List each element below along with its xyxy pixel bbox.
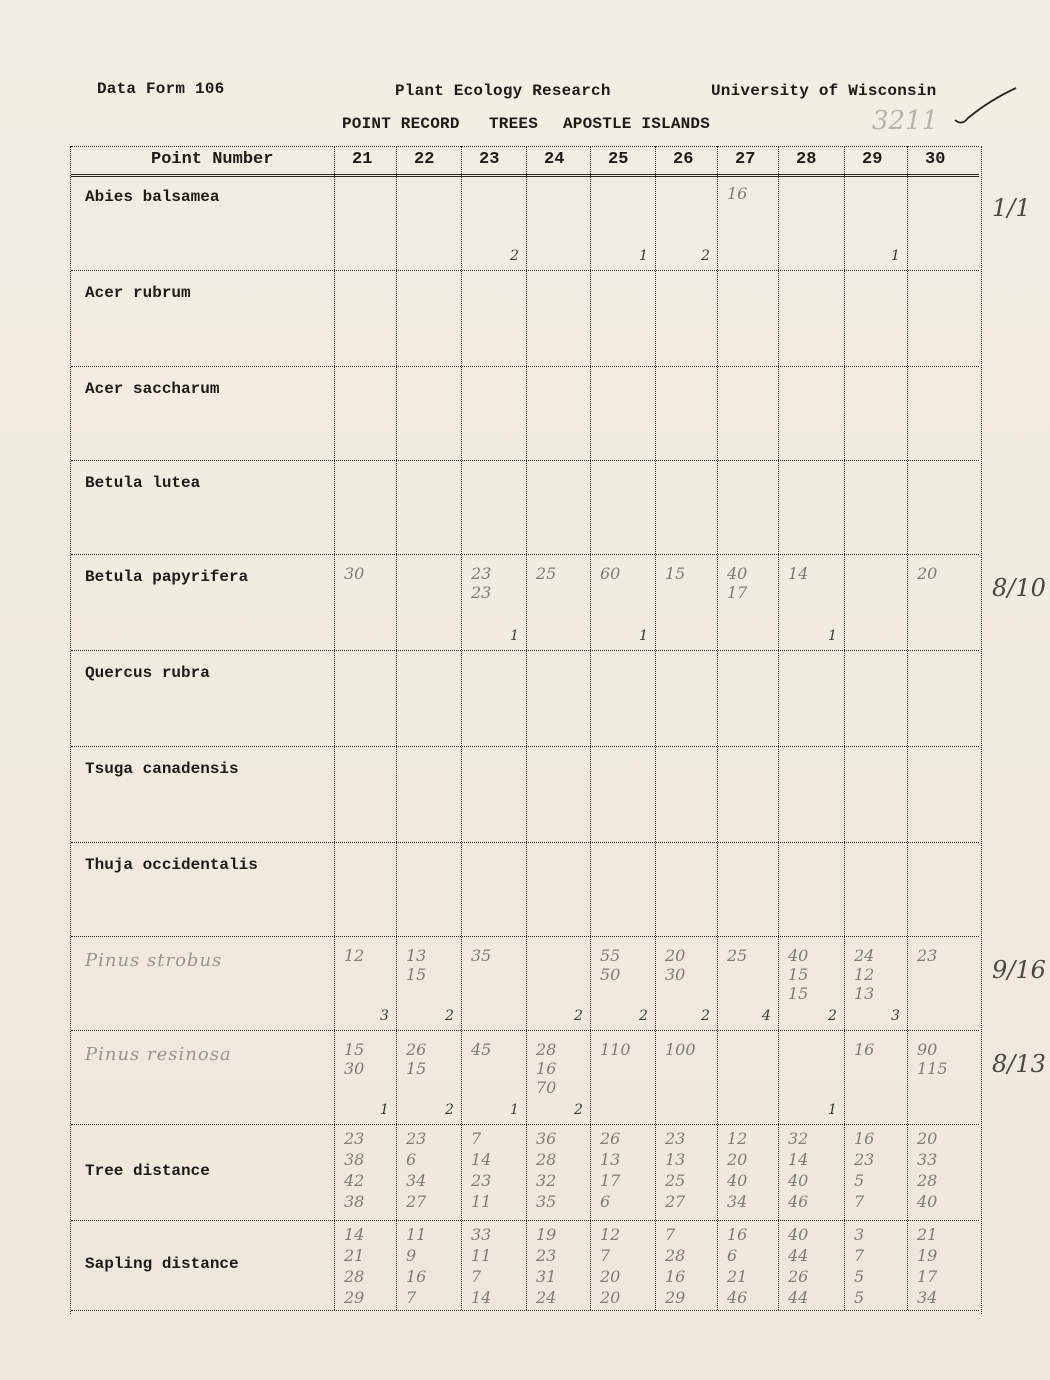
column-divider [717, 146, 718, 1310]
row-divider [71, 936, 979, 937]
column-divider [844, 146, 845, 1310]
tree-count: 3 [891, 1008, 900, 1024]
row-divider [71, 270, 979, 271]
cell-value: 40 44 26 44 [788, 1225, 809, 1307]
tree-count: 1 [891, 248, 900, 264]
cell-value: 55 50 [600, 946, 621, 984]
tree-count: 1 [510, 1102, 519, 1118]
cell-value: 110 [600, 1040, 631, 1059]
species-label: Betula papyrifera [85, 568, 249, 586]
row-tally: 8/10 [992, 574, 1046, 602]
row-divider [71, 174, 979, 177]
university: University of Wisconsin [711, 82, 937, 100]
cell-value: 25 [727, 946, 748, 965]
tree-count: 2 [445, 1102, 454, 1118]
row-divider [71, 1220, 979, 1221]
row-divider [71, 1124, 979, 1125]
species-label: Thuja occidentalis [85, 856, 258, 874]
cell-value: 45 [471, 1040, 492, 1059]
point-number-header: 28 [796, 150, 817, 169]
cell-value: 19 23 31 24 [536, 1225, 557, 1307]
record-title-a: POINT RECORD [342, 115, 460, 133]
column-divider [907, 146, 908, 1310]
cell-value: 14 21 28 29 [344, 1225, 365, 1307]
point-number-header: 24 [544, 150, 565, 169]
point-number-header: 30 [925, 150, 946, 169]
species-label: Tree distance [85, 1162, 210, 1180]
tree-count: 1 [639, 248, 648, 264]
cell-value: 26 15 [406, 1040, 427, 1078]
tree-count: 4 [762, 1008, 771, 1024]
cell-value: 28 16 70 [536, 1040, 557, 1097]
cell-value: 20 33 28 40 [917, 1129, 938, 1211]
species-label: Pinus resinosa [85, 1044, 232, 1065]
cell-value: 23 13 25 27 [665, 1129, 686, 1211]
column-divider [778, 146, 779, 1310]
cell-value: 23 38 42 38 [344, 1129, 365, 1211]
cell-value: 3 7 5 5 [854, 1225, 865, 1307]
cell-value: 26 13 17 6 [600, 1129, 621, 1211]
cell-value: 20 30 [665, 946, 686, 984]
point-number-label: Point Number [151, 150, 274, 169]
row-divider [71, 460, 979, 461]
row-divider [71, 554, 979, 555]
cell-value: 40 17 [727, 564, 748, 602]
tree-count: 1 [380, 1102, 389, 1118]
cell-value: 23 6 34 27 [406, 1129, 427, 1211]
point-number-header: 27 [735, 150, 756, 169]
species-label: Acer rubrum [85, 284, 191, 302]
tree-count: 1 [510, 628, 519, 644]
cell-value: 16 [854, 1040, 875, 1059]
species-label: Quercus rubra [85, 664, 210, 682]
cell-value: 25 [536, 564, 557, 583]
tree-count: 1 [828, 628, 837, 644]
species-label: Acer saccharum [85, 380, 220, 398]
cell-value: 7 28 16 29 [665, 1225, 686, 1307]
cell-value: 12 7 20 20 [600, 1225, 621, 1307]
cell-value: 23 23 [471, 564, 492, 602]
species-label: Betula lutea [85, 474, 201, 492]
tree-count: 1 [639, 628, 648, 644]
point-record-table [70, 146, 982, 1314]
row-divider [71, 650, 979, 651]
cell-value: 60 [600, 564, 621, 583]
species-label: Sapling distance [85, 1255, 239, 1273]
record-title-b: TREES [489, 115, 539, 133]
column-divider [526, 146, 527, 1310]
column-divider [461, 146, 462, 1310]
species-label: Abies balsamea [85, 188, 220, 206]
species-label: Pinus strobus [85, 950, 223, 971]
tree-count: 2 [445, 1008, 454, 1024]
table-top-border [71, 146, 979, 147]
cell-value: 13 15 [406, 946, 427, 984]
tree-count: 2 [828, 1008, 837, 1024]
cell-value: 12 [344, 946, 365, 965]
tree-count: 3 [380, 1008, 389, 1024]
point-number-header: 21 [352, 150, 373, 169]
species-label: Tsuga canadensis [85, 760, 239, 778]
column-divider [396, 146, 397, 1310]
cell-value: 16 23 5 7 [854, 1129, 875, 1211]
organization: Plant Ecology Research [395, 82, 611, 100]
tree-count: 2 [574, 1102, 583, 1118]
row-divider [71, 746, 979, 747]
point-number-header: 26 [673, 150, 694, 169]
cell-value: 15 [665, 564, 686, 583]
cell-value: 90 115 [917, 1040, 948, 1078]
tree-count: 2 [574, 1008, 583, 1024]
column-divider [590, 146, 591, 1310]
cell-value: 33 11 7 14 [471, 1225, 492, 1307]
cell-value: 32 14 40 46 [788, 1129, 809, 1211]
row-divider [71, 1030, 979, 1031]
cell-value: 100 [665, 1040, 696, 1059]
row-divider [71, 1310, 979, 1311]
record-title-c: APOSTLE ISLANDS [563, 115, 711, 133]
checkmark-icon [950, 82, 1020, 132]
cell-value: 40 15 15 [788, 946, 809, 1003]
row-tally: 8/13 [992, 1050, 1046, 1078]
row-tally: 1/1 [992, 194, 1031, 222]
cell-value: 14 [788, 564, 809, 583]
row-divider [71, 366, 979, 367]
row-divider [71, 842, 979, 843]
cell-value: 36 28 32 35 [536, 1129, 557, 1211]
form-number: Data Form 106 [97, 80, 225, 98]
point-number-header: 29 [862, 150, 883, 169]
cell-value: 35 [471, 946, 492, 965]
cell-value: 16 [727, 184, 748, 203]
cell-value: 30 [344, 564, 365, 583]
column-divider [334, 146, 335, 1310]
tree-count: 2 [510, 248, 519, 264]
cell-value: 20 [917, 564, 938, 583]
cell-value: 11 9 16 7 [406, 1225, 427, 1307]
row-tally: 9/16 [992, 956, 1046, 984]
cell-value: 12 20 40 34 [727, 1129, 748, 1211]
point-number-header: 25 [608, 150, 629, 169]
tree-count: 1 [828, 1102, 837, 1118]
cell-value: 16 6 21 46 [727, 1225, 748, 1307]
cell-value: 15 30 [344, 1040, 365, 1078]
cell-value: 23 [917, 946, 938, 965]
cell-value: 24 12 13 [854, 946, 875, 1003]
sheet-note: 3211 [872, 106, 939, 136]
tree-count: 2 [701, 248, 710, 264]
column-divider [655, 146, 656, 1310]
point-number-header: 22 [414, 150, 435, 169]
cell-value: 21 19 17 34 [917, 1225, 938, 1307]
tree-count: 2 [701, 1008, 710, 1024]
point-number-header: 23 [479, 150, 500, 169]
tree-count: 2 [639, 1008, 648, 1024]
cell-value: 7 14 23 11 [471, 1129, 492, 1211]
